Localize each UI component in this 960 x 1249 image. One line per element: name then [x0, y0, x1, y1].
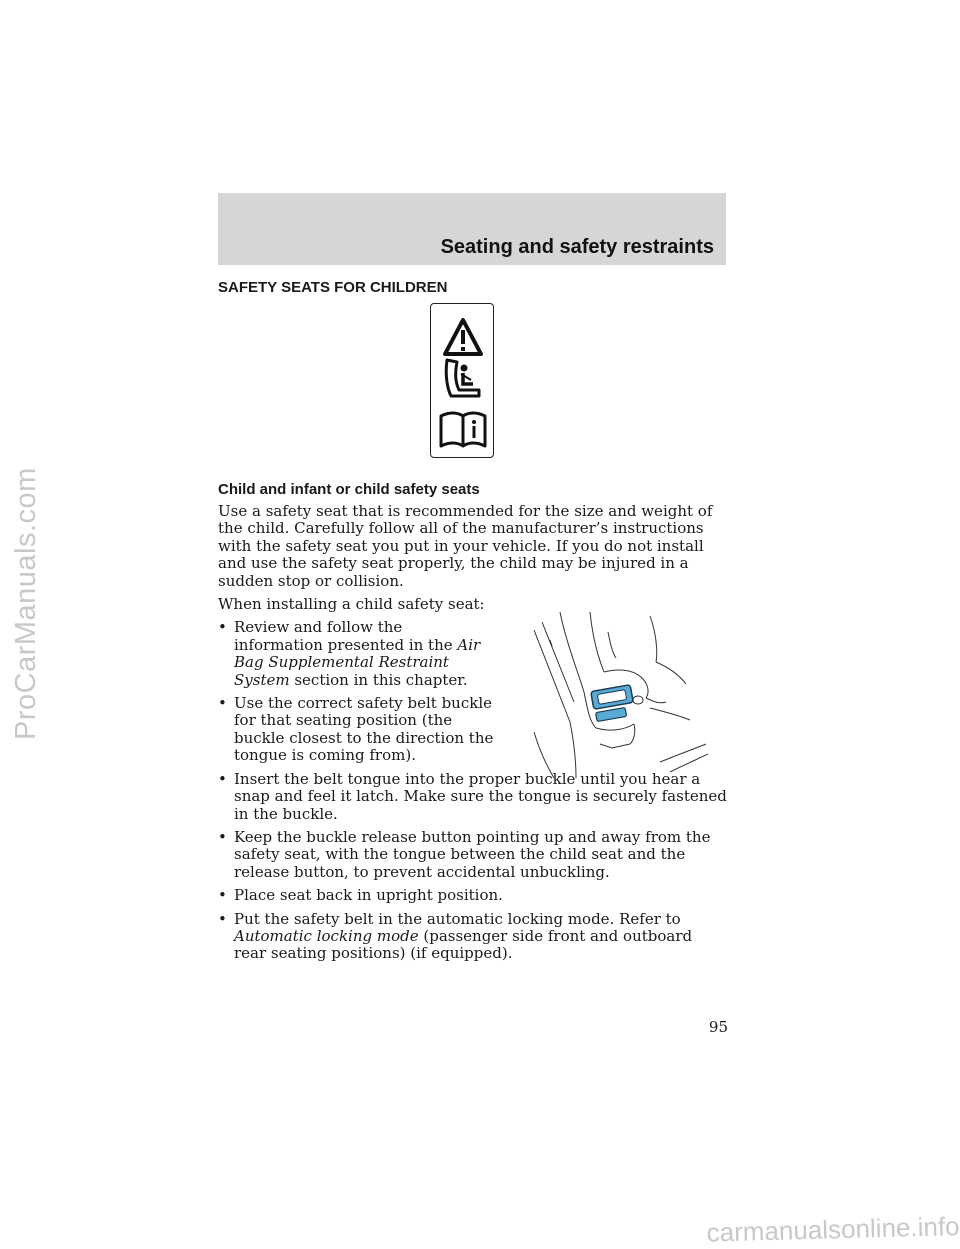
child-seat-icon	[431, 354, 495, 406]
bullet-dot: •	[218, 618, 227, 637]
list-item: • Insert the belt tongue into the proper buckle until you hear a snap and feel it latch. Make sure the tongue is securely fastened in the buckle.	[218, 769, 727, 823]
installing-lead: When installing a child safety seat:	[218, 595, 485, 614]
list-item: • Use the correct safety belt buckle for that seating position (the buckle closest to the direction the tongue is coming from).	[218, 694, 494, 765]
bullet-dot: •	[218, 909, 227, 928]
bullet-dot: •	[218, 694, 227, 713]
page-number: 95	[708, 1018, 728, 1036]
side-watermark: ProCarManuals.com	[10, 467, 42, 740]
page-header-title: Seating and safety restraints	[440, 236, 714, 258]
owner-manual-icon	[431, 404, 495, 456]
buckle-illustration	[530, 612, 708, 780]
list-item: • Put the safety belt in the automatic locking mode. Refer to Automatic locking mode (passenger side front and outboard rear seating positions) (if equipped).	[218, 909, 693, 963]
list-item: • Place seat back in upright position.	[218, 886, 503, 905]
bullet-dot: •	[218, 827, 227, 846]
section-title: SAFETY SEATS FOR CHILDREN	[218, 279, 448, 296]
footer-watermark: carmanualsonline.info	[706, 1211, 960, 1248]
bullet-dot: •	[218, 886, 227, 905]
warning-symbols-panel	[430, 303, 494, 458]
bullet-dot: •	[218, 769, 227, 788]
list-item: • Keep the buckle release button pointing up and away from the safety seat, with the tongue between the child seat and the release button, to prevent accidental unbuckling.	[218, 827, 711, 881]
subhead: Child and infant or child safety seats	[218, 481, 480, 498]
header-band	[218, 193, 726, 265]
list-item: • Review and follow the information presented in the Air Bag Supplemental Restraint System section in this chapter.	[218, 618, 481, 689]
intro-paragraph: Use a safety seat that is recommended for the size and weight of the child. Carefully follow all of the manufacturer’s instructions with the safety seat you put in your vehicle. If you do not install and use the safety seat properly, the child may be injured in a sudden stop or collision.	[218, 502, 713, 590]
